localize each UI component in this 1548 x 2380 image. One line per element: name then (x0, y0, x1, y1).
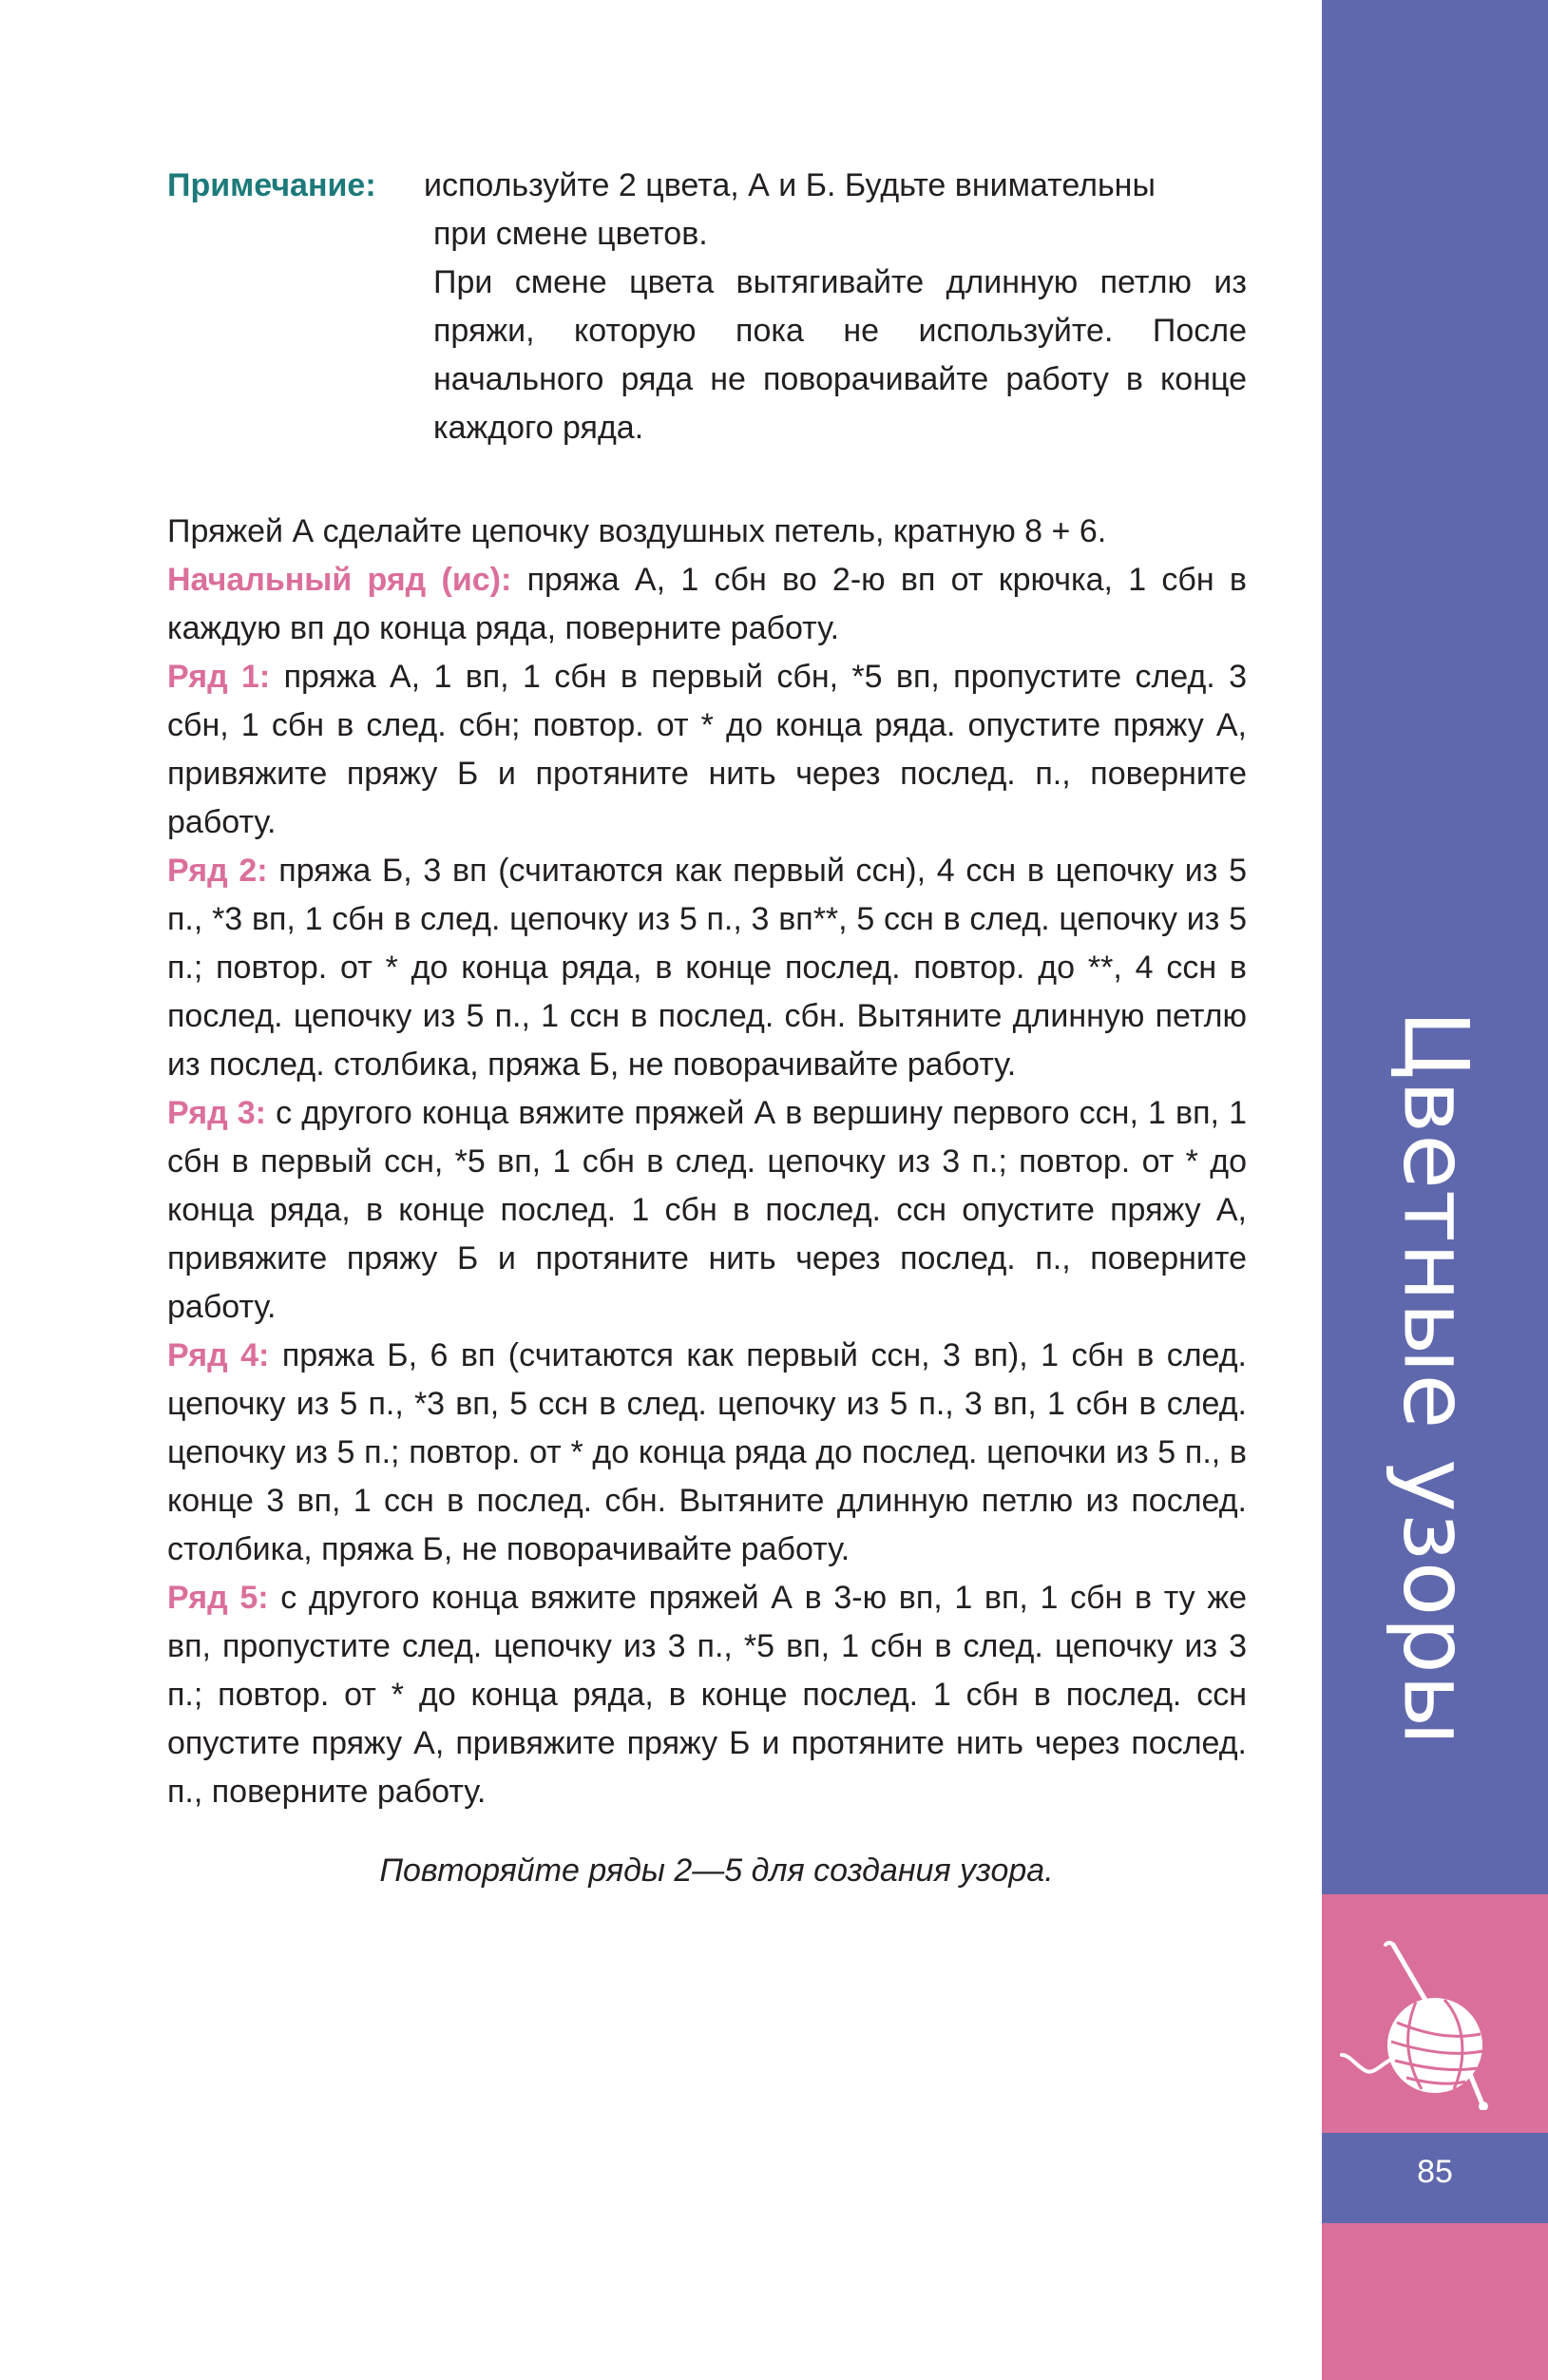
row-4 (167, 1332, 1247, 1574)
row-2 (167, 847, 1247, 1089)
note-text (424, 162, 1247, 452)
sidebar-bottom-panel (1322, 2223, 1548, 2380)
row-text: с другого конца вяжите пряжей А в 3-ю вп, 1 вп, 1 сбн в ту же вп, пропустите след. цепочку из 3 п., *5 вп, 1 сбн в след. цепочку из 3 п.; повтор. от * до конца ряда, в конце послед. 1 сбн в послед. ссн опустите пряжу А, привяжите пряжу Б и протяните нить через послед. п., поверните работу. (167, 1580, 1247, 1810)
row-3 (167, 1089, 1247, 1332)
sidebar-band (1322, 0, 1548, 2380)
row-label: Начальный ряд (ис): (167, 562, 512, 598)
row-text: пряжа А, 1 сбн во 2-ю вп от крючка, 1 сбн в каждую вп до конца ряда, поверните работу. (167, 562, 1247, 646)
row-label: Ряд 5: (167, 1580, 269, 1616)
row-text: пряжа А, 1 вп, 1 сбн в первый сбн, *5 вп, пропустите след. 3 сбн, 1 сбн в след. сбн; повтор. от * до конца ряда. опустите пряжу А, привяжите пряжу Б и протяните нить через послед. п., поверните работу. (167, 659, 1248, 840)
note-block (167, 162, 1247, 452)
note-paragraph-2: При смене цвета вытягивайте длинную петлю из пряжи, которую пока не используйте. После начального ряда не поворачивайте работу в конце каждого ряда. (433, 264, 1247, 446)
row-label: Ряд 1: (167, 659, 271, 695)
note-line-1b: при смене цветов. (433, 216, 708, 252)
note-label: Примечание: (167, 167, 376, 203)
row-text: пряжа Б, 6 вп (считаются как первый ссн, 3 вп), 1 сбн в след. цепочку из 5 п., *3 вп, 5 ссн в след. цепочку из 5 п., 3 вп, 1 сбн в след. цепочку из 5 п.; повтор. от * до конца ряда до послед. цепочки из 5 п., в конце 3 вп, 1 ссн в послед. сбн. Вытяните длинную петлю из послед. столбика, пряжа Б, не поворачивайте работу. (167, 1337, 1248, 1567)
row-initial (167, 556, 1247, 653)
row-label: Ряд 2: (167, 853, 268, 889)
intro-line: Пряжей А сделайте цепочку воздушных петель, кратную 8 + 6. (167, 513, 1107, 549)
page-number: 85 (1417, 2154, 1453, 2190)
page-content (167, 162, 1247, 1895)
note-line-1: используйте 2 цвета, А и Б. Будьте внимательны (424, 167, 1156, 203)
row-5 (167, 1574, 1247, 1816)
repeat-instruction: Повторяйте ряды 2—5 для создания узора. (379, 1852, 1054, 1889)
row-label: Ряд 3: (167, 1095, 267, 1131)
yarn-ball-icon (1338, 1939, 1500, 2110)
pattern-instructions (167, 508, 1247, 1816)
row-1 (167, 653, 1247, 847)
section-title: Цветные узоры (1383, 1009, 1487, 1747)
row-text: с другого конца вяжите пряжей А в вершину первого ссн, 1 вп, 1 сбн в первый ссн, *5 вп, 1 сбн в след. цепочку из 3 п.; повтор. от * до конца ряда, в конце послед. 1 сбн в послед. ссн опустите пряжу А, привяжите пряжу Б и протяните нить через послед. п., поверните работу. (167, 1095, 1247, 1325)
row-text: пряжа Б, 3 вп (считаются как первый ссн), 4 ссн в цепочку из 5 п., *3 вп, 1 сбн в след. цепочку из 5 п., 3 вп**, 5 ссн в след. цепочку из 5 п.; повтор. от * до конца ряда, в конце послед. повтор. до **, 4 ссн в послед. цепочку из 5 п., 1 ссн в послед. сбн. Вытяните длинную петлю из послед. столбика, пряжа Б, не поворачивайте работу. (167, 853, 1247, 1083)
row-label: Ряд 4: (167, 1337, 270, 1373)
